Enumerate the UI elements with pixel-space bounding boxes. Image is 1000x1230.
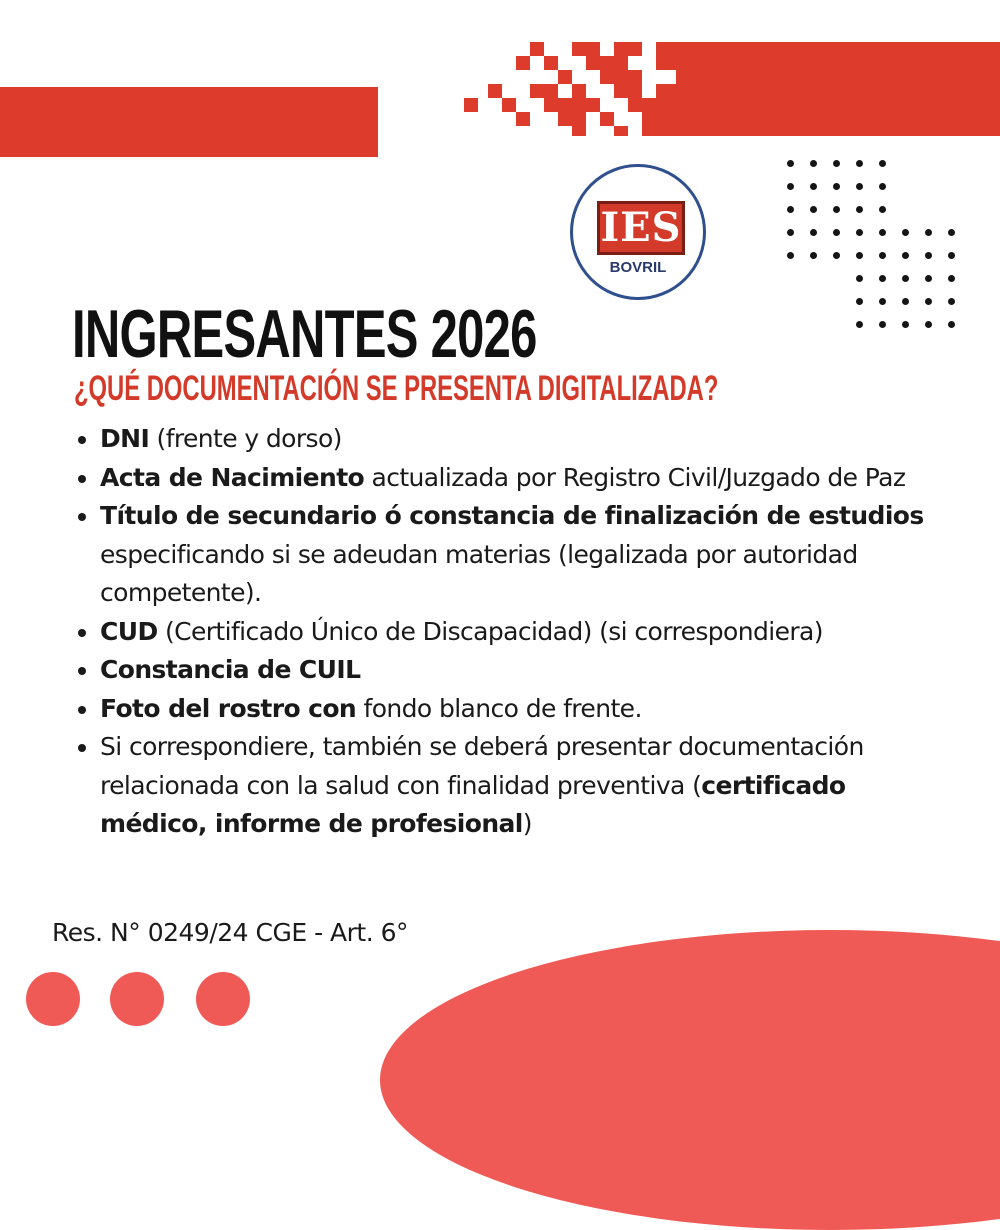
grid-dot	[902, 275, 909, 282]
grid-dot	[879, 229, 886, 236]
list-item	[76, 459, 956, 498]
grid-dot	[787, 183, 794, 190]
grid-dot	[879, 160, 886, 167]
grid-dot	[856, 183, 863, 190]
grid-dot	[879, 206, 886, 213]
grid-dot	[833, 160, 840, 167]
item-bold-text: certificado médico, informe de profesional	[100, 770, 846, 838]
item-text: fondo blanco de frente.	[356, 693, 642, 723]
grid-dot	[879, 252, 886, 259]
grid-dot	[948, 275, 955, 282]
list-item	[76, 728, 956, 844]
item-text: especificando si se adeudan materias (legalizada por autoridad competente).	[100, 539, 858, 607]
grid-dot	[925, 229, 932, 236]
grid-dot	[787, 229, 794, 236]
grid-dot	[902, 321, 909, 328]
grid-dot	[925, 298, 932, 305]
resolution-reference: Res. N° 0249/24 CGE - Art. 6°	[52, 918, 409, 947]
item-text: (frente y dorso)	[149, 424, 342, 453]
bottom-circle-decoration	[26, 972, 80, 1026]
bottom-circle-decoration	[110, 972, 164, 1026]
grid-dot	[810, 229, 817, 236]
grid-dot	[810, 252, 817, 259]
page-subtitle: ¿QUÉ DOCUMENTACIÓN SE PRESENTA DIGITALIZADA?	[74, 369, 719, 408]
grid-dot	[833, 229, 840, 236]
grid-dot	[833, 206, 840, 213]
grid-dot	[925, 321, 932, 328]
list-item	[76, 651, 956, 690]
item-text: actualizada por Registro Civil/Juzgado de Paz	[364, 462, 906, 492]
grid-dot	[833, 252, 840, 259]
grid-dot	[879, 321, 886, 328]
grid-dot	[948, 321, 955, 328]
grid-dot	[902, 252, 909, 259]
grid-dot	[787, 206, 794, 213]
page-title: INGRESANTES 2026	[72, 296, 537, 372]
grid-dot	[948, 252, 955, 259]
grid-dot	[948, 298, 955, 305]
grid-dot	[856, 206, 863, 213]
grid-dot	[856, 160, 863, 167]
item-text: Si correspondiere, también se deberá presentar documentación relacionada con la salud con finalidad preventiva (	[100, 732, 864, 800]
item-bold-text: Constancia de CUIL	[100, 655, 361, 684]
grid-dot	[902, 298, 909, 305]
list-item	[76, 420, 956, 459]
list-item	[76, 690, 956, 729]
grid-dot	[833, 183, 840, 190]
bottom-wave-decoration	[380, 930, 1000, 1230]
item-text: (Certificado Único de Discapacidad) (si correspondiera)	[157, 616, 823, 646]
logo-wordmark: IES	[597, 201, 685, 255]
item-bold-text: CUD	[100, 616, 158, 646]
grid-dot	[879, 275, 886, 282]
grid-dot	[810, 206, 817, 213]
list-item	[76, 497, 956, 613]
right-accent-band	[676, 42, 1000, 136]
documents-list	[76, 420, 956, 844]
list-item	[76, 613, 956, 652]
ies-bovril-logo	[570, 164, 706, 300]
left-accent-band	[0, 87, 378, 157]
grid-dot	[787, 252, 794, 259]
grid-dot	[856, 275, 863, 282]
item-bold-text: Foto del rostro con	[100, 693, 357, 723]
grid-dot	[810, 183, 817, 190]
item-bold-text: Acta de Nacimiento	[100, 462, 365, 492]
grid-dot	[948, 229, 955, 236]
grid-dot	[879, 183, 886, 190]
logo-subtitle: BOVRIL	[609, 259, 667, 276]
grid-dot	[787, 160, 794, 167]
item-text-close: )	[522, 809, 532, 838]
item-bold-text: Título de secundario ó constancia de finalización de estudios	[100, 501, 924, 530]
grid-dot	[810, 160, 817, 167]
item-bold-text: DNI	[100, 424, 150, 453]
grid-dot	[856, 252, 863, 259]
grid-dot	[856, 298, 863, 305]
grid-dot	[856, 229, 863, 236]
grid-dot	[856, 321, 863, 328]
bottom-circle-decoration	[196, 972, 250, 1026]
grid-dot	[879, 298, 886, 305]
grid-dot	[925, 275, 932, 282]
grid-dot	[902, 229, 909, 236]
grid-dot	[925, 252, 932, 259]
